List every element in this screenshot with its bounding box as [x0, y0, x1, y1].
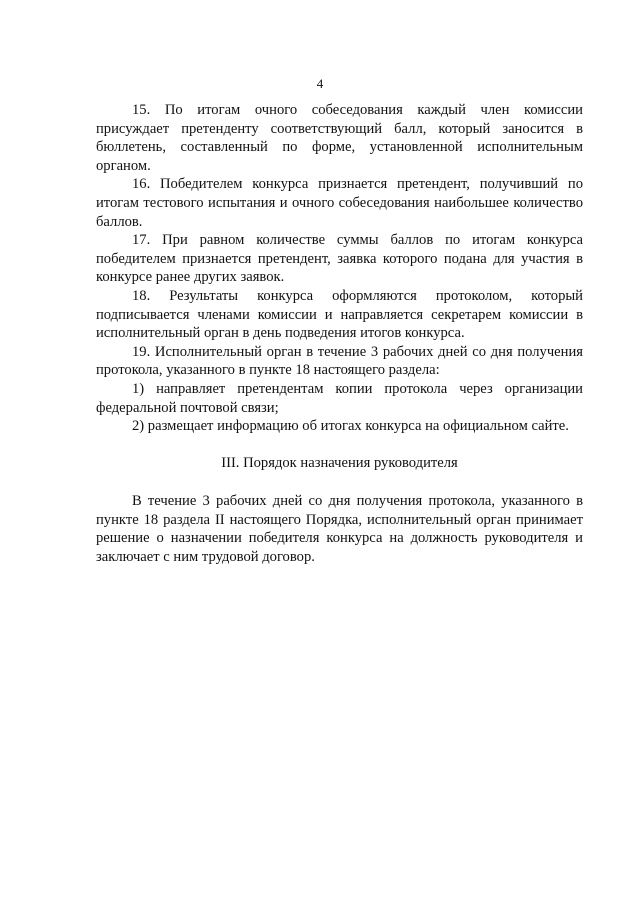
document-body [96, 101, 583, 567]
paragraph-16: 16. Победителем конкурса признается претендент, получивший по итогам тестового испытания и очного собеседования наибольшее количество баллов. [96, 176, 583, 230]
paragraph-15: 15. По итогам очного собеседования каждый член комиссии присуждает претенденту соответствующий балл, который заносится в бюллетень, составленный по форме, установленной исполнительным органом. [96, 102, 583, 174]
paragraph-19-item-1: 1) направляет претендентам копии протокола через организации федеральной почтовой связи; [96, 380, 583, 416]
section-3-title: III. Порядок назначения руководителя [221, 454, 458, 471]
section-3-paragraph: В течение 3 рабочих дней со дня получения протокола, указанного в пункте 18 раздела II настоящего Порядка, исполнительный орган принимает решение о назначении победителя конкурса на должность руководителя и заключает с ним трудовой договор. [96, 493, 583, 566]
paragraph-18: 18. Результаты конкурса оформляются протоколом, который подписывается членами комиссии и направляется секретарем комиссии в исполнительный орган в день подведения итогов конкурса. [96, 287, 583, 342]
paragraph-19-item-2: 2) размещает информацию об итогах конкурса на официальном сайте. [132, 418, 569, 435]
paragraph-19: 19. Исполнительный орган в течение 3 рабочих дней со дня получения протокола, указанного в пункте 18 настоящего раздела: [96, 343, 583, 379]
paragraph-17: 17. При равном количестве суммы баллов по итогам конкурса победителем признается претендент, заявка которого подана для участия в конкурсе ранее других заявок. [96, 232, 583, 286]
page-number: 4 [316, 76, 324, 91]
